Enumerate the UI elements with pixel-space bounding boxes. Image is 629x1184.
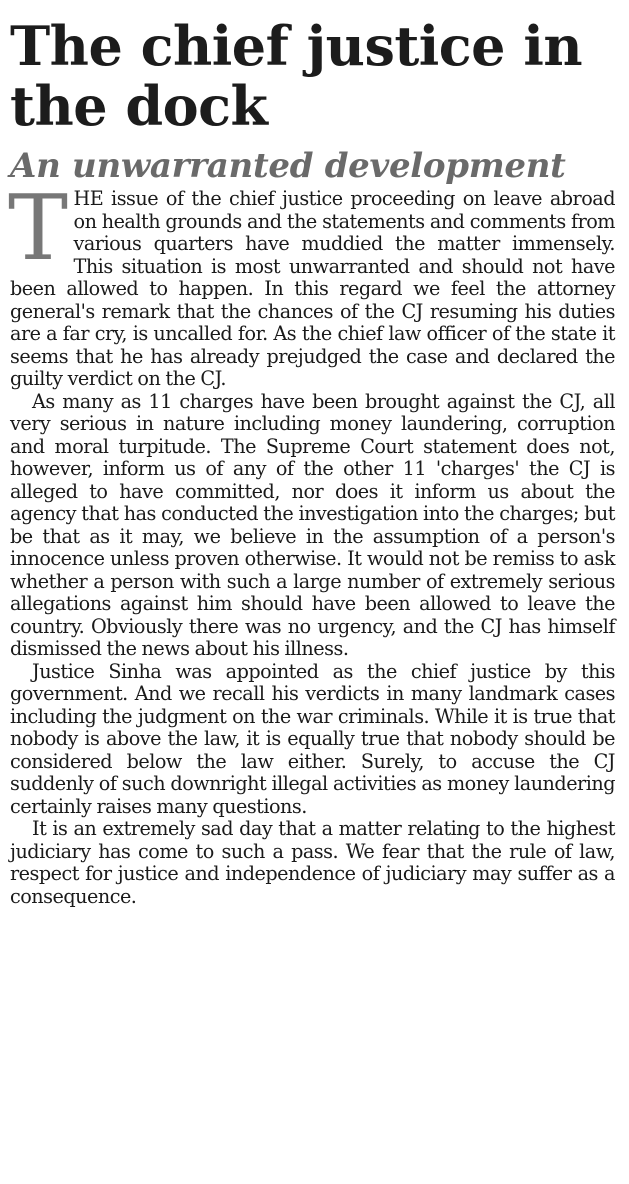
paragraph-4: It is an extremely sad day that a matter relating to the highest judiciary has come to such a pass. We fear that the rule of law, respect for justice and independence of judiciary may suffer as a consequence. xyxy=(10,817,615,908)
subheadline: An unwarranted development xyxy=(10,146,566,186)
article-body xyxy=(8,176,615,908)
paragraph-2: As many as 11 charges have been brought against the CJ, all very serious in nature including money laundering, corruption and moral turpitude. The Supreme Court statement does not, however, inform us of any of the other 11 'charges' the CJ is alleged to have committed, nor does it inform us about the agency that has conducted the investigation into the charges; but be that as it may, we believe in the assumption of a person's innocence unless proven otherwise. It would not be remiss to ask whether a person with such a large number of extremely serious allegations against him should have been allowed to leave the country. Obviously there was no urgency, and the CJ has himself dismissed the news about his illness. xyxy=(10,389,615,660)
drop-cap: T xyxy=(8,176,68,281)
paragraph-1-text: HE issue of the chief justice proceeding on leave abroad on health grounds and the statements and comments from various quarters have muddied the matter immensely. This situation is most unwarranted and should not have been allowed to happen. In this regard we feel the attorney general's remark that the chances of the CJ resuming his duties are a far cry, is uncalled for. As the chief law officer of the state it seems that he has already prejudged the case and declared the guilty verdict on the CJ. xyxy=(10,187,615,390)
paragraph-3: Justice Sinha was appointed as the chief justice by this government. And we recall his verdicts in many landmark cases including the judgment on the war criminals. While it is true that nobody is above the law, it is equally true that nobody should be considered below the law either. Surely, to accuse the CJ suddenly of such downright illegal activities as money laundering certainly raises many questions. xyxy=(10,659,615,818)
editorial-article xyxy=(10,8,615,908)
paragraph-1 xyxy=(8,176,615,391)
headline: The chief justice in the dock xyxy=(10,14,583,138)
